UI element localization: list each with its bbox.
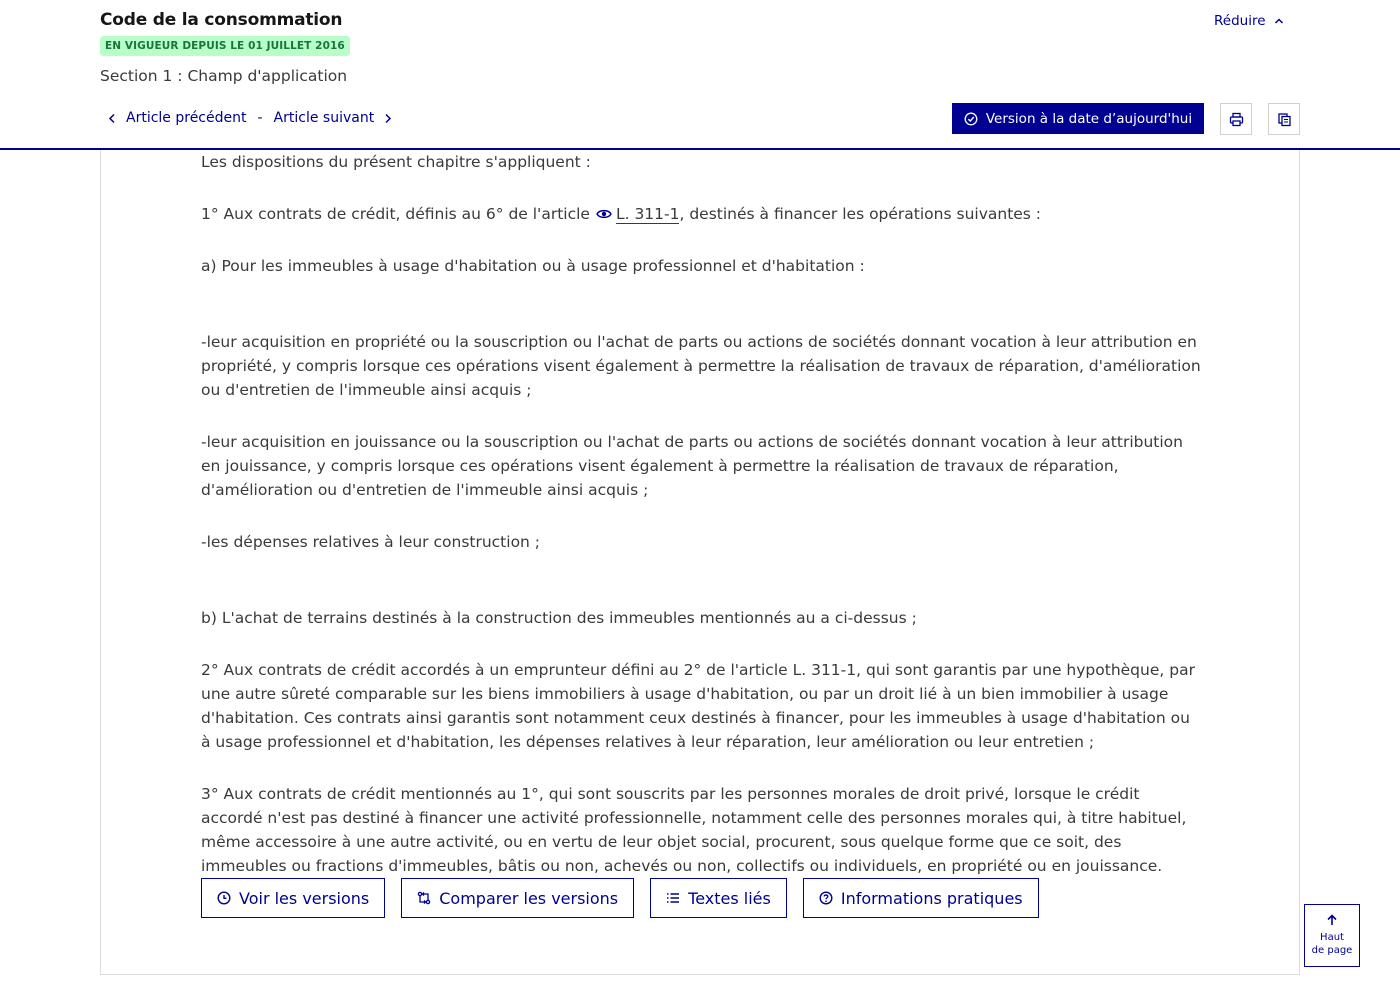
print-button[interactable] bbox=[1220, 103, 1252, 135]
current-version-button[interactable] bbox=[952, 103, 1204, 134]
nav-separator: - bbox=[257, 110, 263, 126]
previous-article-link[interactable] bbox=[108, 110, 246, 126]
article-paragraph: -leur acquisition en propriété ou la souscription ou l'achat de parts ou actions de sociétés donnant vocation à leur attribution en propriété, y compris lorsque ces opérations visent également à permettre la réalisation de travaux de réparation, d'amélioration ou d'entretien de l'immeuble ainsi acquis ; bbox=[201, 333, 1201, 399]
current-version-label: Version à la date d’aujourd'hui bbox=[985, 110, 1193, 127]
reduce-label: Réduire bbox=[1214, 13, 1266, 29]
article-header bbox=[0, 0, 1400, 150]
next-article-link[interactable] bbox=[274, 110, 393, 126]
practical-info-button[interactable] bbox=[803, 878, 1039, 918]
eye-icon bbox=[596, 208, 612, 220]
article-paragraph: 3° Aux contrats de crédit mentionnés au 1°, qui sont souscrits par les personnes morales de droit privé, lorsque le crédit accordé n'est pas destiné à financer une activité professionnelle, notamment celle des personnes morales qui, à titre habituel, même accessoire à une autre activité, ou en vertu de leur objet social, procurent, sous quelque forme que ce soit, des immeubles ou fractions d'immeubles, bâtis ou non, achevés ou non, collectifs ou individuels, en propriété ou en jouissance. bbox=[201, 785, 1187, 875]
article-paragraph: -les dépenses relatives à leur construction ; bbox=[201, 533, 541, 551]
next-article-label: Article suivant bbox=[273, 110, 375, 126]
linked-texts-label: Textes liés bbox=[688, 888, 771, 908]
status-badge: EN VIGUEUR DEPUIS LE 01 JUILLET 2016 bbox=[100, 36, 350, 56]
article-navigation bbox=[108, 110, 392, 126]
article-content bbox=[201, 150, 1201, 906]
article-actions bbox=[201, 878, 1039, 918]
copy-button[interactable] bbox=[1268, 103, 1300, 135]
view-versions-button[interactable] bbox=[201, 878, 385, 918]
practical-info-label: Informations pratiques bbox=[840, 888, 1023, 908]
article-paragraph: b) L'achat de terrains destinés à la construction des immeubles mentionnés au a ci-dessus ; bbox=[201, 609, 917, 627]
back-to-top-line1: Haut bbox=[1320, 932, 1344, 943]
view-versions-label: Voir les versions bbox=[239, 888, 370, 908]
question-circle-icon bbox=[819, 891, 833, 905]
compare-arrows-icon bbox=[417, 891, 431, 905]
arrow-up-icon bbox=[1326, 914, 1338, 926]
article-reference-link[interactable]: L. 311-1 bbox=[615, 205, 680, 223]
compare-versions-button[interactable] bbox=[401, 878, 634, 918]
clock-icon bbox=[217, 891, 231, 905]
chevron-right-icon bbox=[384, 113, 392, 124]
article-paragraph: -leur acquisition en jouissance ou la souscription ou l'achat de parts ou actions de sociétés donnant vocation à leur attribution en jouissance, y compris lorsque ces opérations visent également à permettre la réalisation de travaux de réparation, d'amélioration ou d'entretien de l'immeuble ainsi acquis ; bbox=[201, 433, 1183, 499]
previous-article-label: Article précédent bbox=[126, 110, 247, 126]
section-title: Section 1 : Champ d'application bbox=[100, 67, 348, 85]
printer-icon bbox=[1229, 112, 1244, 127]
chevron-up-icon bbox=[1274, 16, 1284, 26]
compare-versions-label: Comparer les versions bbox=[439, 888, 619, 908]
back-to-top-line2: de page bbox=[1311, 945, 1353, 956]
code-title: Code de la consommation bbox=[100, 10, 343, 30]
copy-icon bbox=[1277, 112, 1292, 127]
chevron-left-icon bbox=[108, 113, 116, 124]
check-circle-icon bbox=[964, 112, 978, 126]
article-paragraph: 2° Aux contrats de crédit accordés à un emprunteur défini au 2° de l'article L. 311-1, qui sont garantis par une hypothèque, par une autre sûreté comparable sur les biens immobiliers à usage d'habitation, ou par un droit lié à un bien immobilier à usage d'habitation. Ces contrats ainsi garantis sont notamment ceux destinés à financer, pour les immeubles à usage d'habitation ou à usage professionnel et d'habitation, les dépenses relatives à leur réparation, leur amélioration ou leur entretien ; bbox=[201, 661, 1195, 751]
back-to-top-button[interactable] bbox=[1304, 904, 1360, 967]
reduce-button[interactable] bbox=[1214, 13, 1284, 29]
list-icon bbox=[666, 891, 680, 905]
article-paragraph: Les dispositions du présent chapitre s'appliquent : bbox=[201, 153, 591, 171]
linked-texts-button[interactable] bbox=[650, 878, 787, 918]
article-paragraph: 1° Aux contrats de crédit, définis au 6° de l'article L. 311-1, destinés à financer les opérations suivantes : bbox=[201, 205, 1042, 223]
article-paragraph: a) Pour les immeubles à usage d'habitation ou à usage professionnel et d'habitation : bbox=[201, 257, 865, 275]
